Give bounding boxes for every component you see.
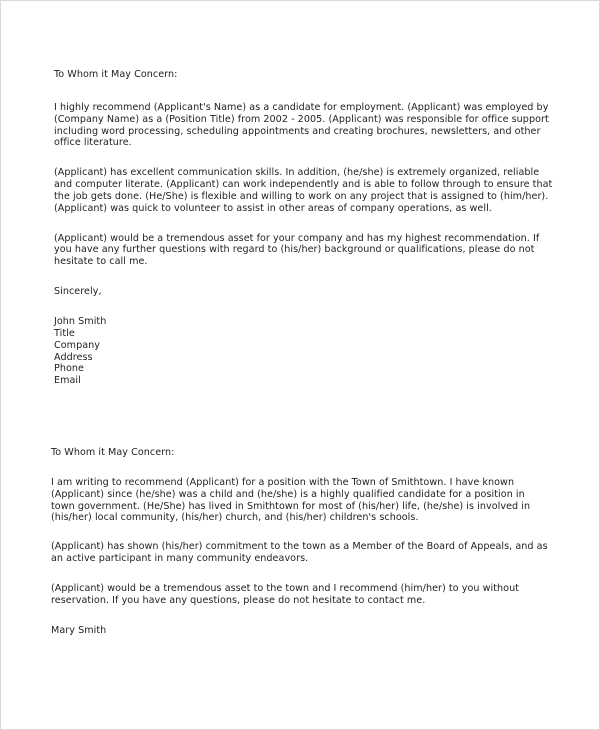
text-line: the job gets done. (He/She) is flexible and willing to work on any project that is assigned to (him/her). — [54, 190, 549, 202]
text-line: (Applicant) would be a tremendous asset for your company and has my highest recommendation. If — [54, 232, 540, 244]
text-line: (his/her) local community, (his/her) church, and (his/her) children's schools. — [51, 512, 419, 524]
text-line: an active participant in many community endeavors. — [51, 553, 309, 565]
text-line: reservation. If you have any questions, please do not hesitate to contact me. — [51, 595, 426, 606]
text-line: (Applicant) was quick to volunteer to assist in other areas of company operations, as well. — [54, 202, 492, 214]
text-line: I highly recommend (Applicant's Name) as a candidate for employment. (Applicant) was employed by — [54, 102, 549, 114]
paragraph-1 — [54, 102, 584, 149]
paragraph-2 — [51, 541, 581, 564]
paragraph-3 — [54, 233, 584, 268]
closing: Sincerely, — [54, 286, 102, 298]
paragraph-1 — [51, 477, 581, 524]
salutation: To Whom it May Concern: — [51, 447, 175, 458]
recommendation-letter-2 — [51, 447, 581, 637]
text-line: office literature. — [54, 137, 132, 149]
text-line: you have any further questions with regard to (his/her) background or qualifications, please do not — [54, 244, 535, 256]
text-line: (Applicant) would be a tremendous asset to the town and I recommend (him/her) to you without — [51, 583, 520, 595]
paragraph-3 — [51, 583, 581, 606]
text-line: I am writing to recommend (Applicant) for a position with the Town of Smithtown. I have known — [51, 477, 515, 489]
signature-block — [54, 316, 584, 386]
paragraph-2 — [54, 167, 584, 214]
text-line: (Applicant) since (he/she) was a child and (he/she) is a highly qualified candidate for a position in — [51, 488, 525, 500]
text-line: (Company Name) as a (Position Title) from 2002 - 2005. (Applicant) was responsible for office support — [54, 113, 549, 125]
signature-company: Company — [54, 339, 100, 351]
text-line: and computer literate. (Applicant) can work independently and is able to follow through to ensure that — [54, 179, 553, 191]
text-line: hesitate to call me. — [54, 256, 148, 268]
signature-title: Title — [54, 328, 75, 340]
signature-email: Email — [54, 374, 81, 386]
salutation: To Whom it May Concern: — [54, 69, 178, 80]
signature-name: Mary Smith — [51, 625, 107, 637]
text-line: (Applicant) has shown (his/her) commitment to the town as a Member of the Board of Appeals, and as — [51, 541, 548, 553]
signature-name: John Smith — [54, 316, 107, 328]
text-line: (Applicant) has excellent communication skills. In addition, (he/she) is extremely organized, reliable — [54, 167, 540, 179]
text-line: town government. (He/She) has lived in Smithtown for most of (his/her) life, (he/she) is involved in — [51, 500, 531, 512]
signature-address: Address — [54, 351, 93, 363]
recommendation-letter-1 — [54, 69, 584, 387]
signature-phone: Phone — [54, 363, 84, 375]
text-line: including word processing, scheduling appointments and creating brochures, newsletters, and other — [54, 125, 541, 137]
